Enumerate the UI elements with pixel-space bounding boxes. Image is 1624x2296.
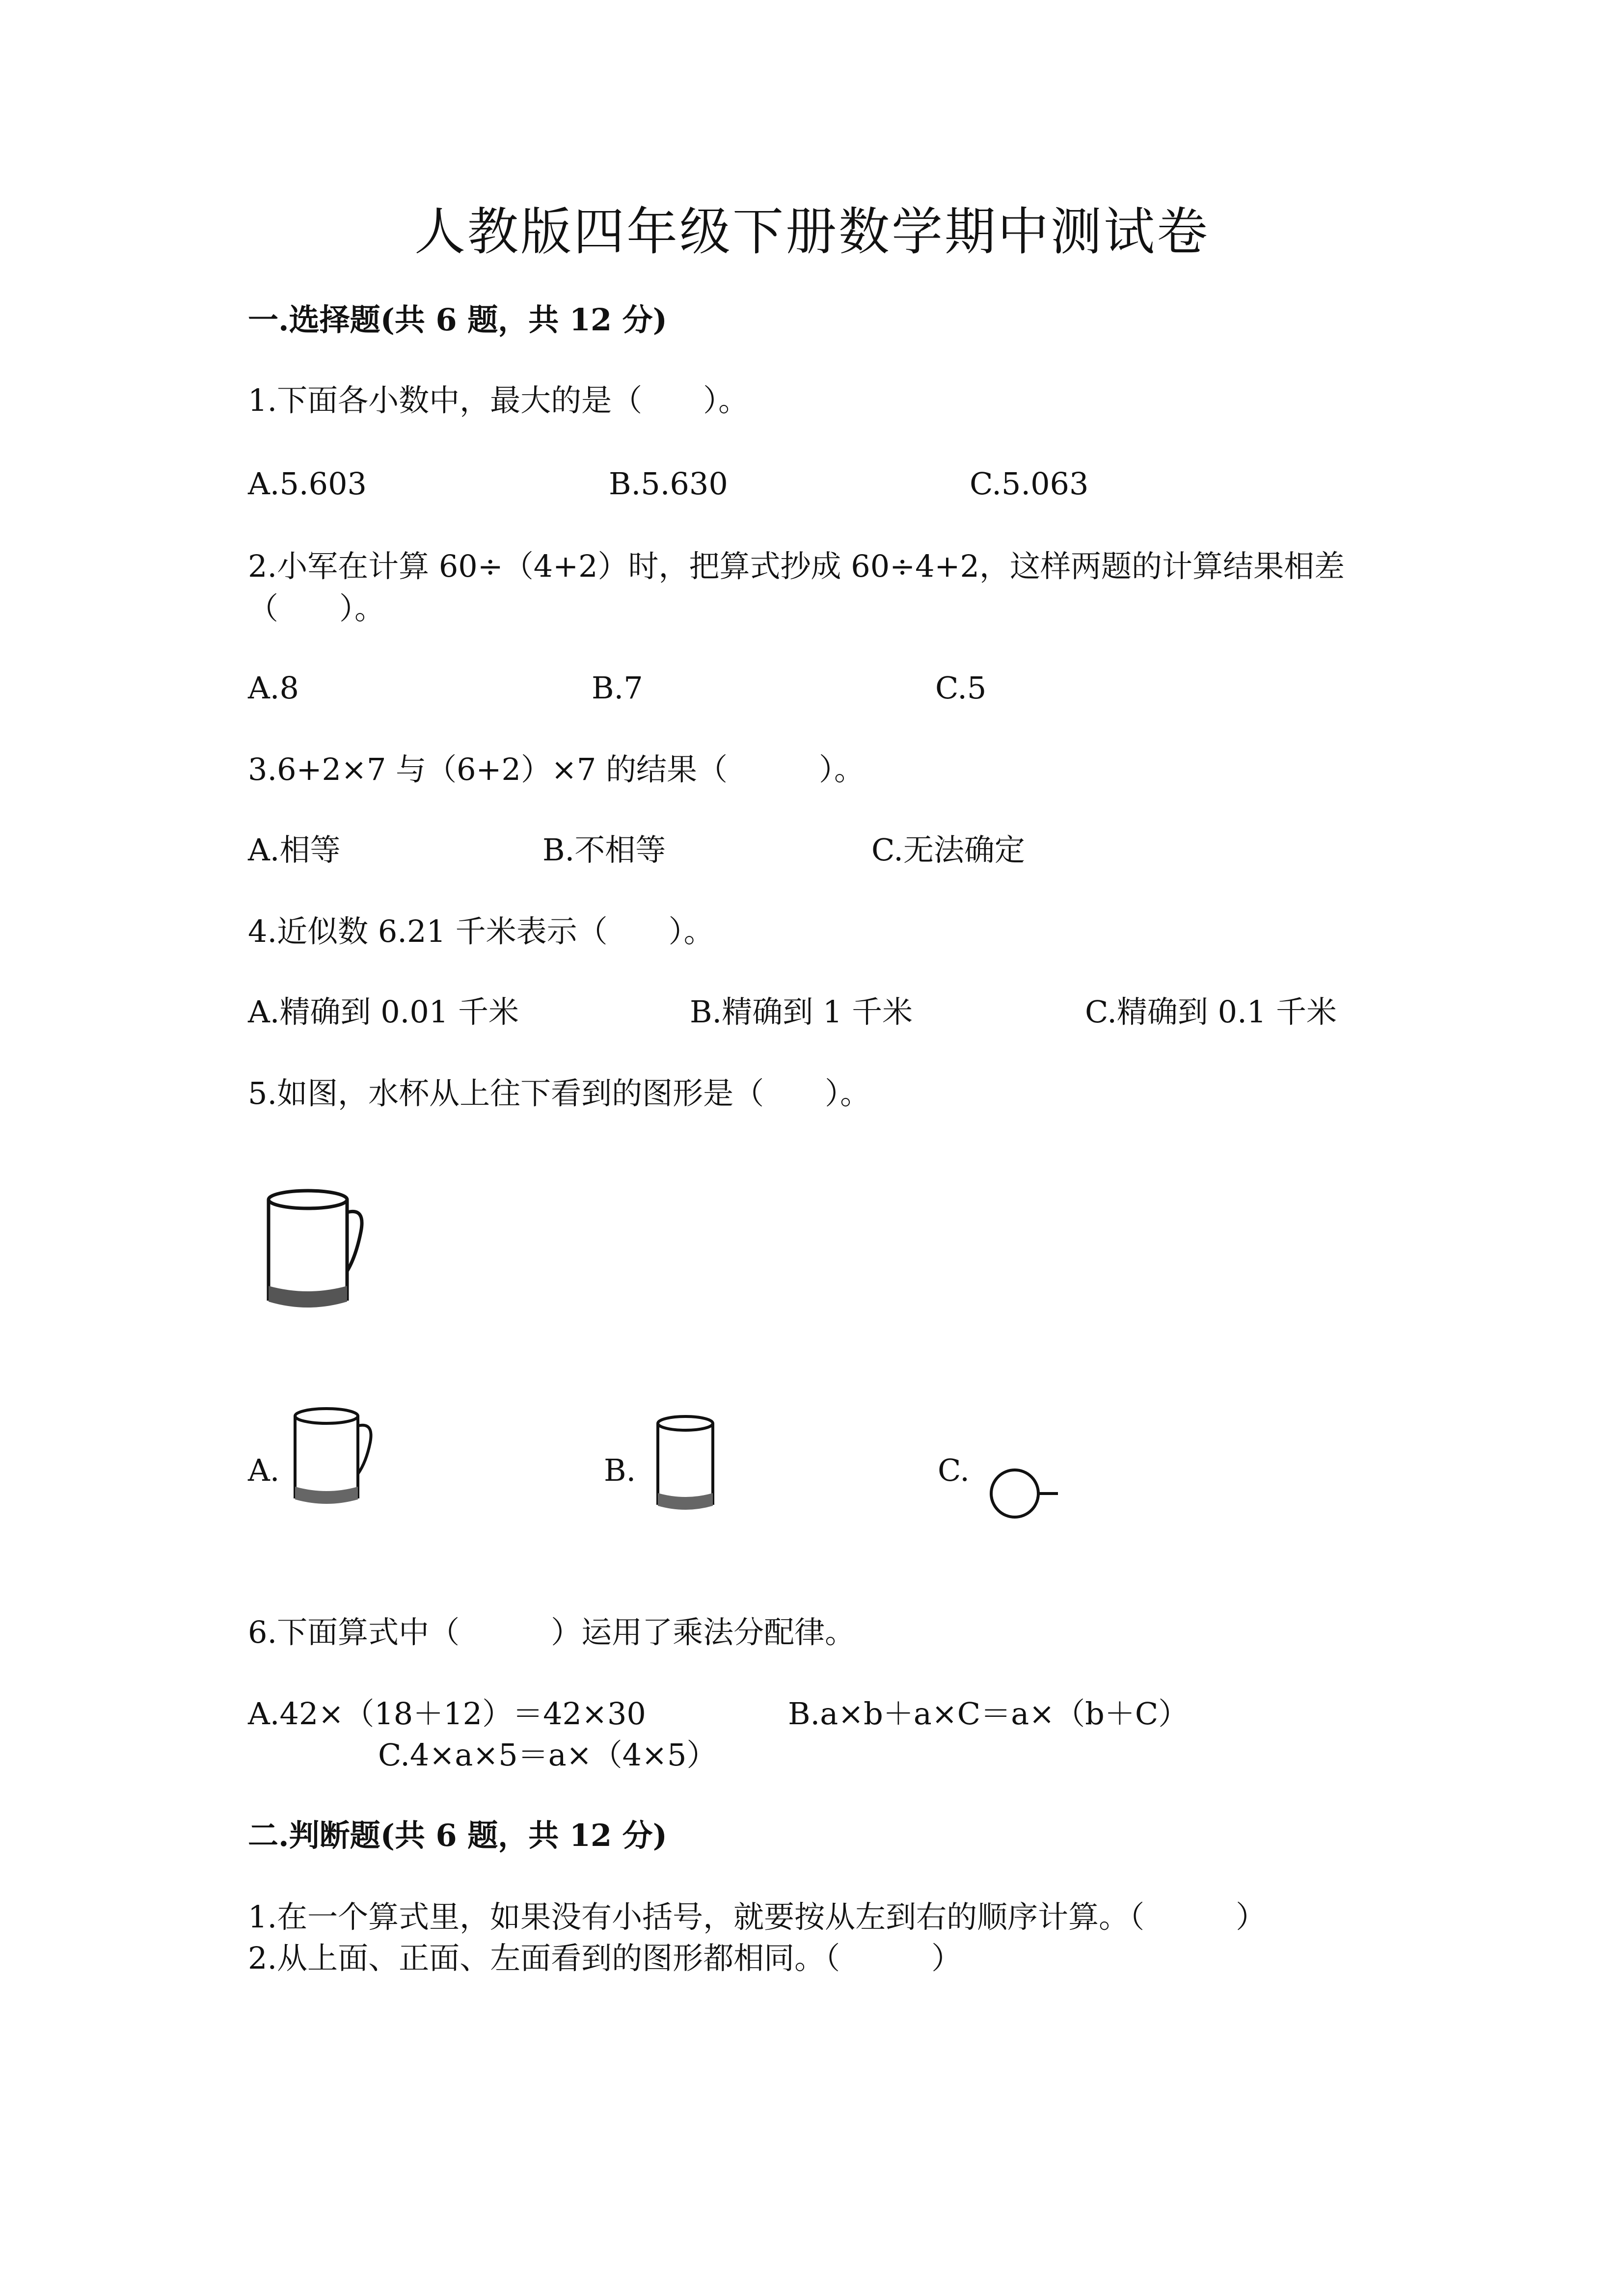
section-heading-judgement: 二.判断题(共 6 题，共 12 分)	[248, 1817, 668, 1853]
question-3-stem: 3.6+2×7 与（6+2）×7 的结果（ ）。	[248, 751, 865, 787]
q1-option-a: A.5.603	[248, 466, 367, 502]
judgement-question-1: 1.在一个算式里，如果没有小括号，就要按从左到右的顺序计算。（ ）	[248, 1899, 1267, 1935]
mug-icon	[290, 1406, 378, 1509]
q2-option-c: C.5	[935, 670, 987, 706]
q5-option-a: A.	[248, 1452, 280, 1488]
q5-option-b: B.	[604, 1452, 636, 1488]
q4-option-a: A.精确到 0.01 千米	[248, 994, 519, 1030]
exam-title: 人教版四年级下册数学期中测试卷	[414, 202, 1210, 262]
q1-option-b: B.5.630	[609, 466, 728, 502]
question-6-stem: 6.下面算式中（ ）运用了乘法分配律。	[248, 1614, 856, 1650]
question-4-stem: 4.近似数 6.21 千米表示（ ）。	[248, 913, 714, 949]
cylinder-cup-icon	[652, 1414, 721, 1517]
circle-with-handle-icon	[984, 1465, 1068, 1524]
mug-icon	[263, 1188, 371, 1315]
q1-option-c: C.5.063	[970, 466, 1089, 502]
q3-option-b: B.不相等	[542, 832, 666, 868]
question-2-stem-line2: （ ）。	[248, 590, 385, 626]
q6-option-b: B.a×b＋a×C＝a×（b＋C）	[788, 1696, 1189, 1732]
q4-option-c: C.精确到 0.1 千米	[1085, 994, 1337, 1030]
q5-option-c: C.	[938, 1452, 970, 1488]
q3-option-c: C.无法确定	[871, 832, 1025, 868]
q6-option-c: C.4×a×5＝a×（4×5）	[378, 1737, 717, 1773]
question-2-stem-line1: 2.小军在计算 60÷（4+2）时，把算式抄成 60÷4+2，这样两题的计算结果相差	[248, 548, 1345, 584]
section-heading-choice: 一.选择题(共 6 题，共 12 分)	[248, 302, 668, 338]
q6-option-a: A.42×（18＋12）＝42×30	[248, 1696, 646, 1732]
q3-option-a: A.相等	[248, 832, 341, 868]
q2-option-a: A.8	[248, 670, 299, 706]
judgement-question-2: 2.从上面、正面、左面看到的图形都相同。（ ）	[248, 1940, 962, 1976]
question-5-stem: 5.如图，水杯从上往下看到的图形是（ ）。	[248, 1075, 871, 1111]
q2-option-b: B.7	[592, 670, 643, 706]
question-1-stem: 1.下面各小数中，最大的是（ ）。	[248, 382, 749, 418]
q4-option-b: B.精确到 1 千米	[690, 994, 913, 1030]
